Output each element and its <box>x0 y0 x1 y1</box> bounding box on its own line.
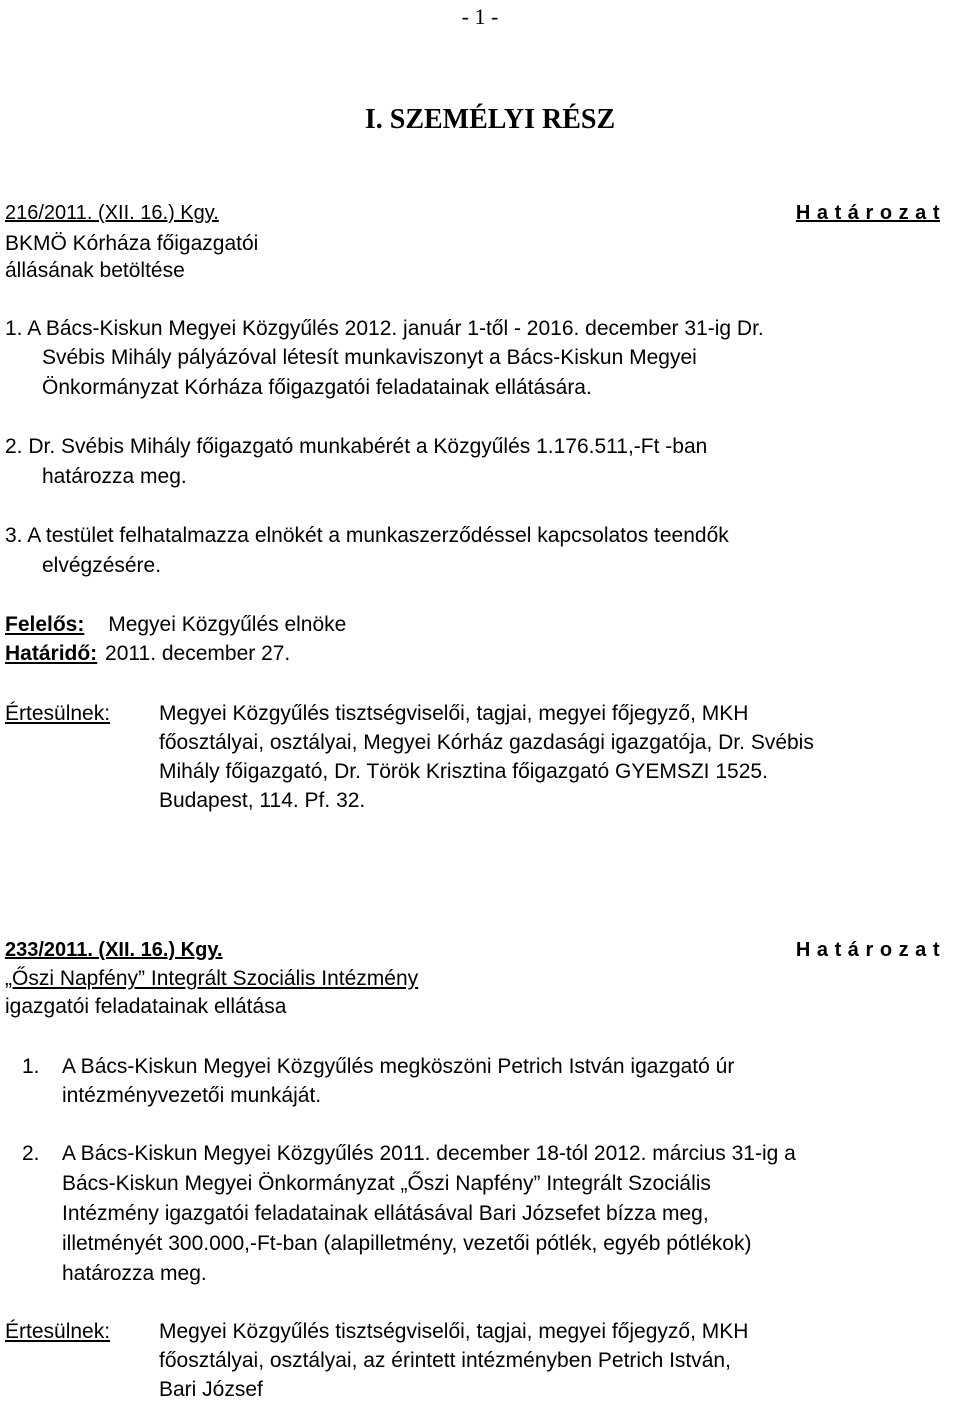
resolution-item-text: illetményét 300.000,-Ft-ban (alapilletmény, vezetői pótlék, egyéb pótlékok) <box>62 1232 752 1255</box>
notify-line: főosztályai, osztályai, Megyei Kórház gazdasági igazgatója, Dr. Svébis <box>159 731 814 754</box>
resolution-item-text: Intézmény igazgatói feladatainak ellátásával Bari Józsefet bízza meg, <box>62 1202 709 1225</box>
deadline-label: Határidő: <box>5 642 98 665</box>
resolution-ref: 216/2011. (XII. 16.) Kgy. <box>5 202 219 224</box>
resolution-subject-line: állásának betöltése <box>5 259 185 282</box>
resolution-subject-line: „Őszi Napfény” Integrált Szociális Intézmény <box>5 967 419 990</box>
resolution-item-text: elvégzésére. <box>42 554 162 577</box>
resolution-subject-line: BKMÖ Kórháza főigazgatói <box>5 232 259 255</box>
resolution-item-text: Önkormányzat Kórháza főigazgatói feladatainak ellátására. <box>42 376 592 399</box>
resolution-item-text: 3. A testület felhatalmazza elnökét a munkaszerződéssel kapcsolatos teendők <box>5 524 729 547</box>
resolution-item-text: 1. A Bács-Kiskun Megyei Közgyűlés 2012. január 1-től - 2016. december 31-ig Dr. <box>5 317 764 340</box>
notify-line: Megyei Közgyűlés tisztségviselői, tagjai, megyei főjegyző, MKH <box>159 702 749 725</box>
section-title: I. SZEMÉLYI RÉSZ <box>364 104 616 135</box>
notify-line: főosztályai, osztályai, az érintett intézményben Petrich István, <box>159 1349 731 1372</box>
page-number: - 1 - <box>461 4 499 29</box>
deadline-value: 2011. december 27. <box>105 642 291 665</box>
resolution-item-text: intézményvezetői munkáját. <box>62 1084 322 1107</box>
notify-line: Budapest, 114. Pf. 32. <box>159 789 366 812</box>
resolution-type: H a t á r o z a t <box>795 202 940 224</box>
resolution-item-number: 2. <box>22 1142 40 1165</box>
resolution-type: H a t á r o z a t <box>795 939 940 961</box>
notify-label: Értesülnek: <box>5 702 111 725</box>
resolution-ref: 233/2011. (XII. 16.) Kgy. <box>5 939 223 961</box>
resolution-item-text: határozza meg. <box>42 465 187 488</box>
responsible-row <box>5 614 346 635</box>
resolution-item-text: 2. Dr. Svébis Mihály főigazgató munkabérét a Közgyűlés 1.176.511,-Ft -ban <box>5 435 708 458</box>
notify-line: Megyei Közgyűlés tisztségviselői, tagjai, megyei főjegyző, MKH <box>159 1320 749 1343</box>
resolution-item-number: 1. <box>22 1055 40 1078</box>
notify-line: Mihály főigazgató, Dr. Török Krisztina főigazgató GYEMSZI 1525. <box>159 760 768 783</box>
resolution-item-text: Svébis Mihály pályázóval létesít munkaviszonyt a Bács-Kiskun Megyei <box>42 346 697 369</box>
resolution-item-text: Bács-Kiskun Megyei Önkormányzat „Őszi Napfény” Integrált Szociális <box>62 1172 711 1195</box>
notify-line: Bari József <box>159 1378 263 1401</box>
deadline-row <box>5 643 290 664</box>
responsible-value: Megyei Közgyűlés elnöke <box>108 613 347 636</box>
resolution-item-text: A Bács-Kiskun Megyei Közgyűlés megköszöni Petrich István igazgató úr <box>62 1055 735 1078</box>
notify-label: Értesülnek: <box>5 1320 111 1343</box>
responsible-label: Felelős: <box>5 613 85 636</box>
resolution-subject-line: igazgatói feladatainak ellátása <box>5 995 287 1018</box>
resolution-item-text: határozza meg. <box>62 1262 207 1285</box>
resolution-item-text: A Bács-Kiskun Megyei Közgyűlés 2011. december 18-tól 2012. március 31-ig a <box>62 1142 796 1165</box>
